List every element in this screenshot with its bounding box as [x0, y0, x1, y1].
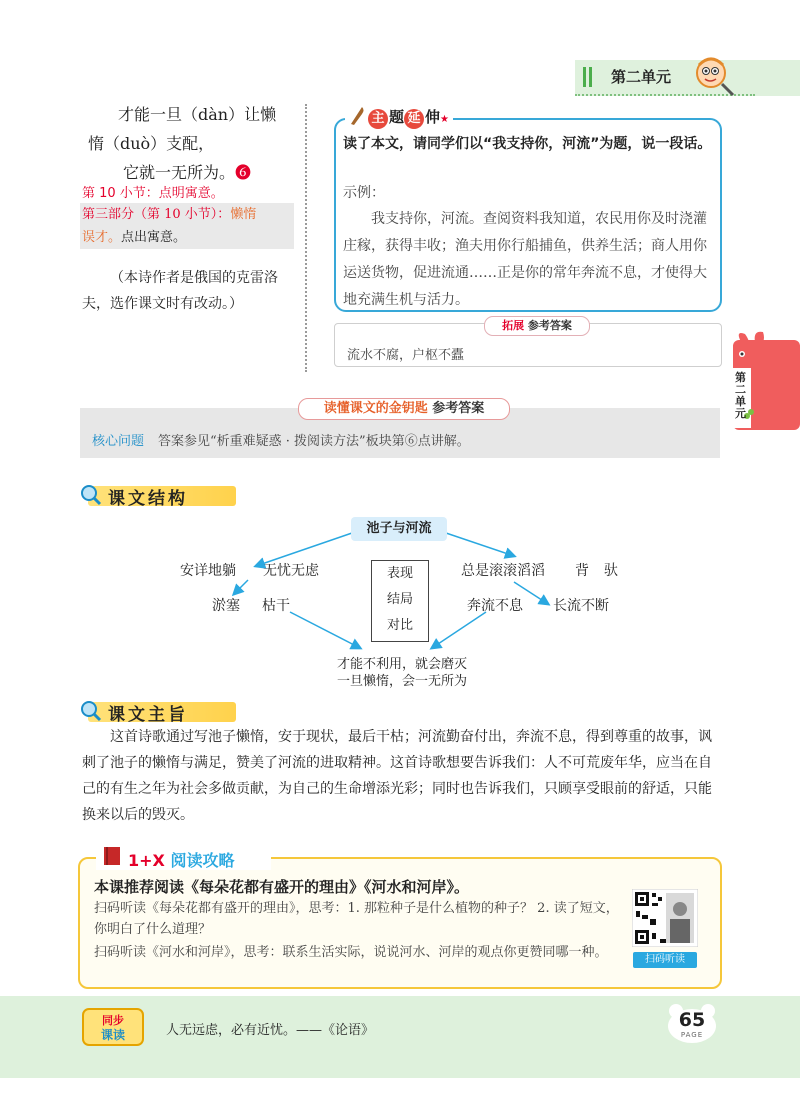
- diagram-title-node: 池子与河流: [351, 517, 447, 541]
- conclusion-line: 才能不利用，就会磨灭: [336, 657, 467, 672]
- qr-code-icon[interactable]: [632, 889, 698, 947]
- qr-label: 扫码听读: [633, 952, 697, 968]
- diagram-node: 背: [575, 563, 589, 579]
- heading-text: 课文结构: [108, 489, 188, 509]
- poem-line: 惰（duò）支配，: [88, 134, 215, 153]
- diagram-center-box: [371, 560, 429, 642]
- footer-quote: 人无远虑，必有近忧。——《论语》: [166, 1023, 375, 1038]
- theme-title: 主 题 延 伸★: [368, 106, 449, 129]
- svg-text:同步: 同步: [102, 1014, 124, 1027]
- recommended-reading: 本课推荐阅读《每朵花都有盛开的理由》《河水和河岸》。: [94, 878, 470, 896]
- diagram-node: 驮: [604, 563, 618, 579]
- book-icon: [102, 845, 122, 867]
- paragraph-marker: ❻: [235, 163, 252, 182]
- poem-line: 它就一无所为。❻: [123, 163, 252, 182]
- diagram-node: 无忧无虑: [263, 563, 319, 579]
- page-number: 65: [678, 1009, 706, 1031]
- svg-text:课读: 课读: [100, 1028, 126, 1042]
- extension-tag: 拓展 参考答案: [484, 316, 590, 336]
- reading-strategy-title: 1+X 阅读攻略: [128, 851, 235, 870]
- conclusion-line: 一旦懒惰，会一无所为: [336, 674, 467, 689]
- unit-title: 第二单元: [611, 68, 672, 86]
- diagram-node: 安详地躺: [180, 563, 236, 579]
- diagram-node: 总是滚滚滔滔: [461, 563, 545, 579]
- key-question-line: 核心问题 答案参见“析重难疑惑 · 拨阅读方法”板块第⑥点讲解。: [92, 434, 470, 449]
- diagram-node: 淤塞: [212, 598, 240, 614]
- box-line: 对比: [386, 618, 413, 633]
- diagram-node: 枯干: [262, 598, 290, 614]
- heading-text: 课文主旨: [108, 705, 188, 725]
- box-line: 结局: [386, 592, 413, 607]
- theme-question: 读了本文，请同学们以“我支持你，河流”为题，说一段话。: [343, 136, 712, 152]
- poem-line: 才能一旦（dàn）让懒: [118, 105, 277, 124]
- reading-task-1: 扫码听读《每朵花都有盛开的理由》，思考：1. 那粒种子是什么植物的种子？ 2. 读了短文，你明白了什么道理？: [94, 901, 619, 937]
- extension-answer: 流水不腐，户枢不蠹: [347, 348, 465, 363]
- example-label: 示例：: [343, 185, 385, 201]
- sync-reading-logo: [82, 1008, 144, 1046]
- example-answer: 我支持你，河流。查阅资料我知道，农民用你及时浇灌庄稼，获得丰收；渔夫用你行船捕鱼，供养生活；商人用你运送货物，促进流通……正是你的常年奔流不息，才使得大地充满生机与活力。: [343, 211, 707, 308]
- page-label: PAGE: [680, 1031, 704, 1039]
- author-note: （本诗作者是俄国的克雷洛夫，选作课文时有改动。）: [82, 270, 278, 312]
- theme-summary-text: 这首诗歌通过写池子懒惰，安于现状，最后干枯；河流勤奋付出，奔流不息，得到尊重的故事，讽刺了池子的懒惰与满足，赞美了河流的进取精神。这首诗歌想要告诉我们：人不可荒废年华，应当在自己的有生之年为社会多做贡献，为自己的生命增添光彩；同时也告诉我们，只顾享受眼前的舒适，只能换来以后的毁灭。: [82, 729, 712, 823]
- magnifier-icon: [80, 700, 102, 722]
- key-tag: 读懂课文的金钥匙 参考答案: [298, 398, 510, 420]
- diagram-node: 长流不断: [553, 598, 609, 614]
- section10-note: 第 10 小节：点明寓意。: [82, 186, 224, 201]
- reading-task-2: 扫码听读《河水和河岸》，思考：联系生活实际，说说河水、河岸的观点你更赞同哪一种。: [94, 945, 608, 960]
- diagram-conclusion: [332, 656, 472, 690]
- diagram-node: 奔流不息: [467, 598, 523, 614]
- box-line: 表现: [386, 566, 413, 581]
- part3-note: 第三部分（第 10 小节）：懒惰 误才。点出寓意。: [80, 203, 294, 249]
- side-tab-label: 第二单元: [735, 371, 746, 420]
